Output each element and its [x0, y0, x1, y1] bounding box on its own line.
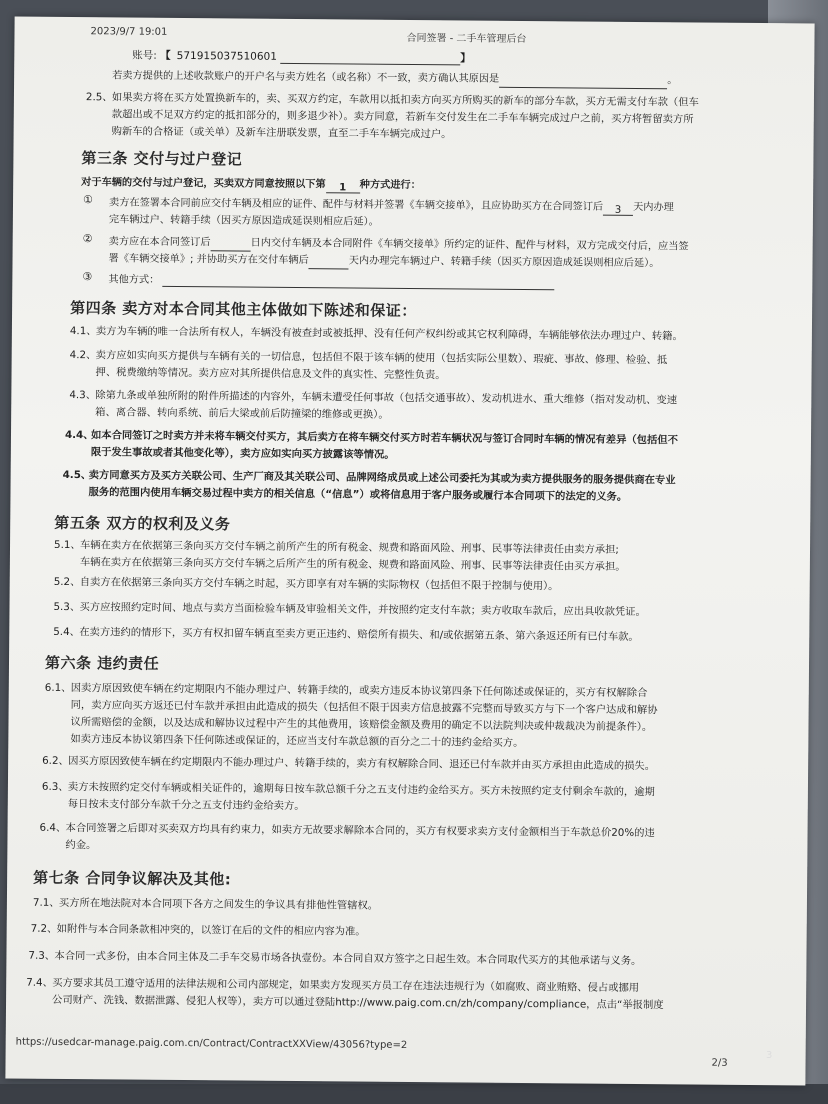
clause-num: 2.5、	[85, 91, 113, 104]
clause-num: 6.2、	[42, 754, 69, 768]
opt2-text-a: 卖方应在本合同签订后	[108, 236, 211, 249]
option3-label: 其他方式：	[108, 274, 160, 286]
clause-num: 4.1、	[69, 325, 97, 338]
section7-title: 第七条 合同争议解决及其他:	[33, 868, 232, 889]
opt2-blank1	[210, 238, 250, 251]
opt1-text-b: 天内办理	[633, 201, 674, 214]
background-bottom-edge	[0, 1084, 828, 1104]
clause-line: 本合同签署之后即对买卖双方均具有约束力，如卖方无故要求解除本合同的，买方有权要求卖方支付金额相当于车款总价20%的违	[65, 822, 655, 840]
clause-num: 4.5、	[62, 468, 92, 482]
clause-line: 如卖方违反本协议第四条下任何陈述或保证的，还应当支付车款总额的百分之二十的违约金给买方。	[70, 733, 524, 749]
clause-body	[65, 820, 654, 859]
clause-line: 押、税费缴纳等情况。卖方应对其所提供信息及文件的真实性、完整性负责。	[95, 366, 446, 382]
account-close-bracket: 】	[460, 52, 471, 65]
clause-line: 如果卖方将在买方处置换新车的，卖、买双方约定，车款用以抵扣卖方向买方所购买的新车的部分车款，买方无需支付车款（但车	[111, 91, 699, 109]
clause-num: 7.1、	[32, 896, 60, 909]
mismatch-blank	[499, 75, 667, 89]
opt2-text-d: 天内办理完车辆过户、转籍手续（因买方原因造成延误则相应后延）。	[348, 255, 660, 270]
clause-body	[91, 427, 678, 466]
opt1-text-a: 卖方在签署本合同前应交付车辆及相应的证件、配件与材料并签署《车辆交接单》，且应协助买方在合同签订后	[108, 197, 604, 213]
section5-title: 第五条 双方的权利及义务	[54, 513, 231, 534]
clause-line: 卖方同意买方及买方关联公司、生产厂商及其关联公司、品牌网络成员或上述公司委托为其或为卖方提供服务的服务提供商在专业	[88, 469, 676, 487]
clause-num: 5.2、	[53, 575, 81, 589]
clause-body	[52, 975, 664, 1014]
clause-line: 在卖方违约的情形下，买方有权扣留车辆直至卖方更正违约、赔偿所有损失、和/或依据第五条、第六条返还所有已付车款。	[79, 626, 639, 643]
clause-line: 买方应按照约定时间、地点与卖方当面检验车辆及审验相关文件，并按照约定支付车款；卖方收取车款后，应出具收款凭证。	[79, 601, 646, 619]
clause-num: 5.4、	[53, 625, 81, 639]
clause-body	[70, 680, 657, 753]
clause-num: 4.3、	[69, 389, 97, 402]
opt1-days: 3	[603, 203, 633, 216]
section3-intro	[81, 175, 421, 194]
clause-line: 如附件与本合同条款相冲突的，以签订在后的文件的相应内容为准。	[56, 922, 366, 938]
clause-line: 买方要求其员工遵守适用的法律法规和公司内部规定，如果卖方发现买方员工存在违法违规行为（如腐败、商业贿赂、侵占或挪用	[52, 976, 640, 995]
clause-line: 议所需赔偿的金额，以及达成和解协议过程中产生的其他费用，该赔偿金额及费用的确定不以法院判决或仲裁裁决为前提条件）。	[70, 716, 653, 734]
clause-line: 因卖方原因致使车辆在约定期限内不能办理过户、转籍手续的，或卖方违反本协议第四条下任何陈述或保证的，买方有权解除合	[70, 682, 648, 700]
clause-line: 服务的范围内使用车辆交易过程中卖方的相关信息（“信息”）或将信息用于客户服务或履行本合同项下的法定的义务。	[88, 486, 628, 503]
clause-line: 买方所在地法院对本合同项下各方之间发生的争议具有排他性管辖权。	[58, 896, 379, 912]
clause-line: 卖方未按照约定交付车辆或相关证件的，逾期每日按车款总额千分之五支付违约金给买方。买方未按照约定支付剩余车款的，逾期	[67, 781, 655, 799]
clause-body	[68, 753, 655, 775]
clause-num: 4.4、	[64, 428, 94, 442]
clause-body	[95, 347, 667, 386]
opt2-text-b: 日内交付车辆及本合同附件《车辆交接单》所约定的证件、配件与材料，双方完成交付后，应当签	[250, 237, 689, 253]
clause-line: 同，卖方应向买方返还已付车款并承担由此造成的损失（包括但不限于因卖方信息披露不完整而导致买方与下一个客户达成和解协	[70, 699, 658, 717]
section4-title: 第四条 卖方对本合同其他主体做如下陈述和保证：	[70, 299, 417, 321]
print-title: 合同签署 - 二手车管理后台	[406, 32, 527, 45]
section3-title: 第三条 交付与过户登记	[81, 149, 243, 169]
option2-mark: ②	[82, 232, 93, 246]
clause-line: 限于发生事故或者其他变化等），卖方应如实向买方披露该等情况。	[90, 446, 395, 461]
clause-line: 车辆在卖方在依据第三条向买方交付车辆之前所产生的所有税金、规费和路面风险、刑事、民事等法律责任由卖方承担;	[79, 539, 619, 556]
account-open-bracket: 【	[160, 49, 171, 62]
clause-body	[96, 323, 683, 345]
clause-line: 约金。	[65, 839, 97, 852]
mismatch-end: 。	[667, 75, 678, 87]
clause-num: 7.2、	[30, 922, 58, 935]
clause-num: 4.2、	[69, 349, 97, 362]
account-underline	[280, 51, 460, 66]
clause-body	[88, 467, 675, 506]
clause-num: 5.1、	[53, 538, 81, 552]
clause-body	[59, 895, 378, 915]
clause-line: 卖方为车辆的唯一合法所有权人，车辆没有被查封或被抵押、没有任何产权纠纷或其它权利障碍，车辆能够依法办理过户、转籍。	[95, 325, 683, 343]
clause-body	[79, 624, 639, 646]
clause-line: 车辆在卖方在依据第三条向买方交付车辆之后所产生的所有税金、规费和路面风险、刑事、民事等法律责任由买方承担。	[79, 556, 626, 573]
clause-num: 7.3、	[28, 949, 56, 962]
clause-line: 本合同一式多份，由本合同主体及二手车交易市场各执壹份。本合同自双方签字之日起生效。本合同取代买方的其他承诺与义务。	[54, 949, 642, 968]
clause-line: 卖方应如实向买方提供与车辆有关的一切信息，包括但不限于该车辆的使用（包括实际公里数）、瑕疵、事故、修理、检验、抵	[95, 349, 668, 367]
clause-num: 5.3、	[53, 600, 81, 614]
mismatch-line	[112, 68, 677, 89]
clause-line: 箱、离合器、转向系统、前后大梁或前后防撞梁的维修或更换）。	[95, 406, 389, 421]
option1-mark: ①	[82, 193, 93, 207]
print-datetime: 2023/9/7 19:01	[90, 26, 168, 38]
edge-page-number: 3	[766, 1050, 773, 1061]
intro-choice: 1	[326, 180, 360, 193]
clause-line: 除第九条或单独所附的附件所描述的内容外，车辆未遭受任何事故（包括交通事故）、发动机进水、重大维修（指对发动机、变速	[95, 389, 678, 407]
clause-body	[57, 921, 366, 941]
option1-line2: 完车辆过户、转籍手续（因买方原因造成延误则相应后延）。	[108, 214, 379, 228]
clause-body	[80, 574, 559, 595]
option3-blank	[162, 286, 554, 290]
clause-body	[54, 948, 641, 970]
intro-text-b: 种方式进行：	[359, 179, 421, 192]
mismatch-text: 若卖方提供的上述收款账户的开户名与卖方姓名（或名称）不一致，卖方确认其原因是	[112, 70, 500, 85]
contract-page	[5, 17, 814, 1086]
option2-line2	[108, 251, 659, 272]
clause-line: 公司财产、洗钱、数据泄露、侵犯人权等），卖方可以通过登陆http://www.paig.com.cn/zh/company/compliance，点击“举报制度	[52, 993, 664, 1012]
clause-num: 6.1、	[44, 681, 72, 695]
clause-num: 6.3、	[41, 780, 69, 794]
clause-line: 如本合同签订之时卖方并未将车辆交付买方，其后卖方在将车辆交付买方时若车辆状况与签订合同时车辆的情况有差异（包括但不	[90, 429, 678, 447]
account-label: 账号:	[132, 49, 157, 62]
clause-body	[112, 89, 699, 145]
clause-line: 因买方原因致使车辆在约定期限内不能办理过户、转籍手续的，卖方有权解除合同、退还已付车款并由买方承担由此造成的损失。	[68, 755, 656, 773]
clause-line: 每日按未支付部分车款千分之五支付违约金给卖方。	[67, 798, 305, 813]
clause-line: 款超出或不足双方约定的抵扣部分的，则多退少补）。卖方同意，若新车交付发生在二手车车辆完成过户之前，买方将暂留卖方所	[111, 108, 694, 126]
clause-line: 购新车的合格证（或关单）及新车注册联发票，直至二手车车辆完成过户。	[111, 125, 452, 141]
clause-num: 7.4、	[26, 976, 53, 989]
opt2-blank2	[309, 256, 349, 269]
clause-body	[79, 599, 645, 621]
account-value: 571915037510601	[176, 49, 277, 63]
account-row	[132, 48, 471, 66]
footer-page: 2/3	[711, 1057, 728, 1069]
intro-text-a: 对于车辆的交付与过户登记，买卖双方同意按照以下第	[81, 177, 326, 191]
clause-body	[68, 779, 655, 818]
option3-mark: ③	[82, 270, 93, 284]
clause-num: 6.4、	[39, 821, 67, 835]
section6-title: 第六条 违约责任	[44, 653, 160, 673]
footer-url: https://usedcar-manage.paig.com.cn/Contract/ContractXXView/43056?type=2	[15, 1036, 408, 1051]
clause-line: 自卖方在依据第三条向买方交付车辆之时起，买方即享有对车辆的实际物权（包括但不限于控制与使用）。	[79, 576, 559, 593]
clause-body	[80, 537, 626, 576]
opt2-text-c: 署《车辆交接单》; 并协助买方在交付车辆后	[108, 253, 309, 267]
clause-body	[95, 387, 677, 426]
